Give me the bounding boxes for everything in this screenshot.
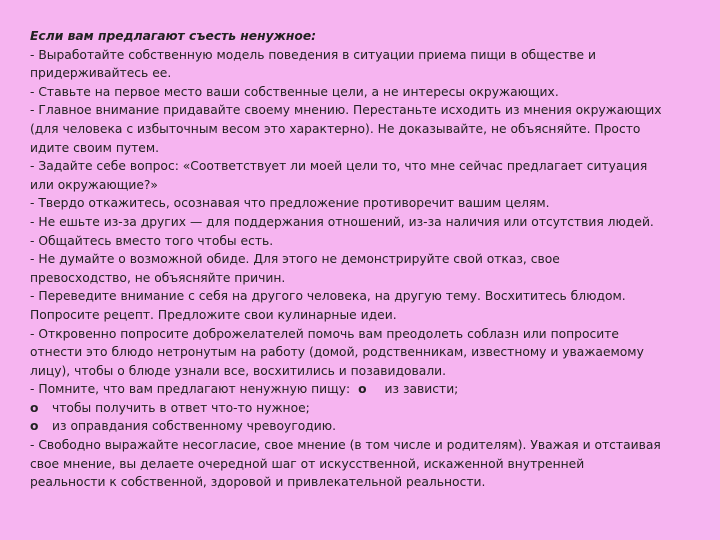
text-line: реальности к собственной, здоровой и привлекательной реальности. [30, 475, 486, 490]
sub-item-text: чтобы получить в ответ что-то нужное; [52, 400, 310, 415]
text-line: - Переведите внимание с себя на другого человека, на другую тему. Восхититесь блюдом. [30, 289, 626, 304]
text-line: придерживайтесь ее. [30, 66, 172, 81]
text-line: - Не думайте о возможной обиде. Для этого не демонстрируйте свой отказ, свое [30, 252, 560, 267]
text-line: Попросите рецепт. Предложите свои кулинарные идеи. [30, 307, 397, 322]
text-line: - Главное внимание придавайте своему мнению. Перестаньте исходить из мнения окружающих [30, 103, 662, 118]
slide-text-block [30, 27, 695, 492]
text-line: - Задайте себе вопрос: «Соответствует ли моей цели то, что мне сейчас предлагает ситуация [30, 159, 648, 174]
text-line: или окружающие?» [30, 177, 158, 192]
text-line: идите своим путем. [30, 140, 160, 155]
heading: Если вам предлагают съесть ненужное: [30, 29, 317, 43]
text-line: - Выработайте собственную модель поведения в ситуации приема пищи в обществе и [30, 47, 596, 62]
text-line: - Общайтесь вместо того чтобы есть. [30, 233, 274, 248]
bullet-marker: o [358, 382, 367, 397]
text-line: превосходство, не объясняйте причин. [30, 270, 286, 285]
text-line: лицу), чтобы о блюде узнали все, восхитились и позавидовали. [30, 363, 447, 378]
text-line: отнести это блюдо нетронутым на работу (домой, родственникам, известному и уважаемому [30, 345, 644, 360]
text-line: (для человека с избыточным весом это характерно). Не доказывайте, не объясняйте. Просто [30, 121, 641, 136]
remember-item: из зависти; [384, 382, 459, 397]
text-line: - Свободно выражайте несогласие, свое мнение (в том числе и родителям). Уважая и отстаивая [30, 438, 661, 453]
bullet-marker: o [30, 400, 39, 415]
text-line: - Откровенно попросите доброжелателей помочь вам преодолеть соблазн или попросите [30, 326, 619, 341]
remember-line [30, 380, 695, 399]
remember-text: - Помните, что вам предлагают ненужную пищу: [30, 382, 351, 397]
bullet-marker: o [30, 419, 39, 434]
sub-item-text: из оправдания собственному чревоугодию. [52, 419, 337, 434]
text-line: - Не ешьте из-за других — для поддержания отношений, из-за наличия или отсутствия людей. [30, 214, 654, 229]
text-line: - Твердо откажитесь, осознавая что предложение противоречит вашим целям. [30, 196, 550, 211]
text-line: - Ставьте на первое место ваши собственные цели, а не интересы окружающих. [30, 84, 559, 99]
sub-item [30, 417, 695, 436]
text-line: свое мнение, вы делаете очередной шаг от искусственной, искаженной внутренней [30, 456, 585, 471]
sub-item [30, 399, 695, 418]
